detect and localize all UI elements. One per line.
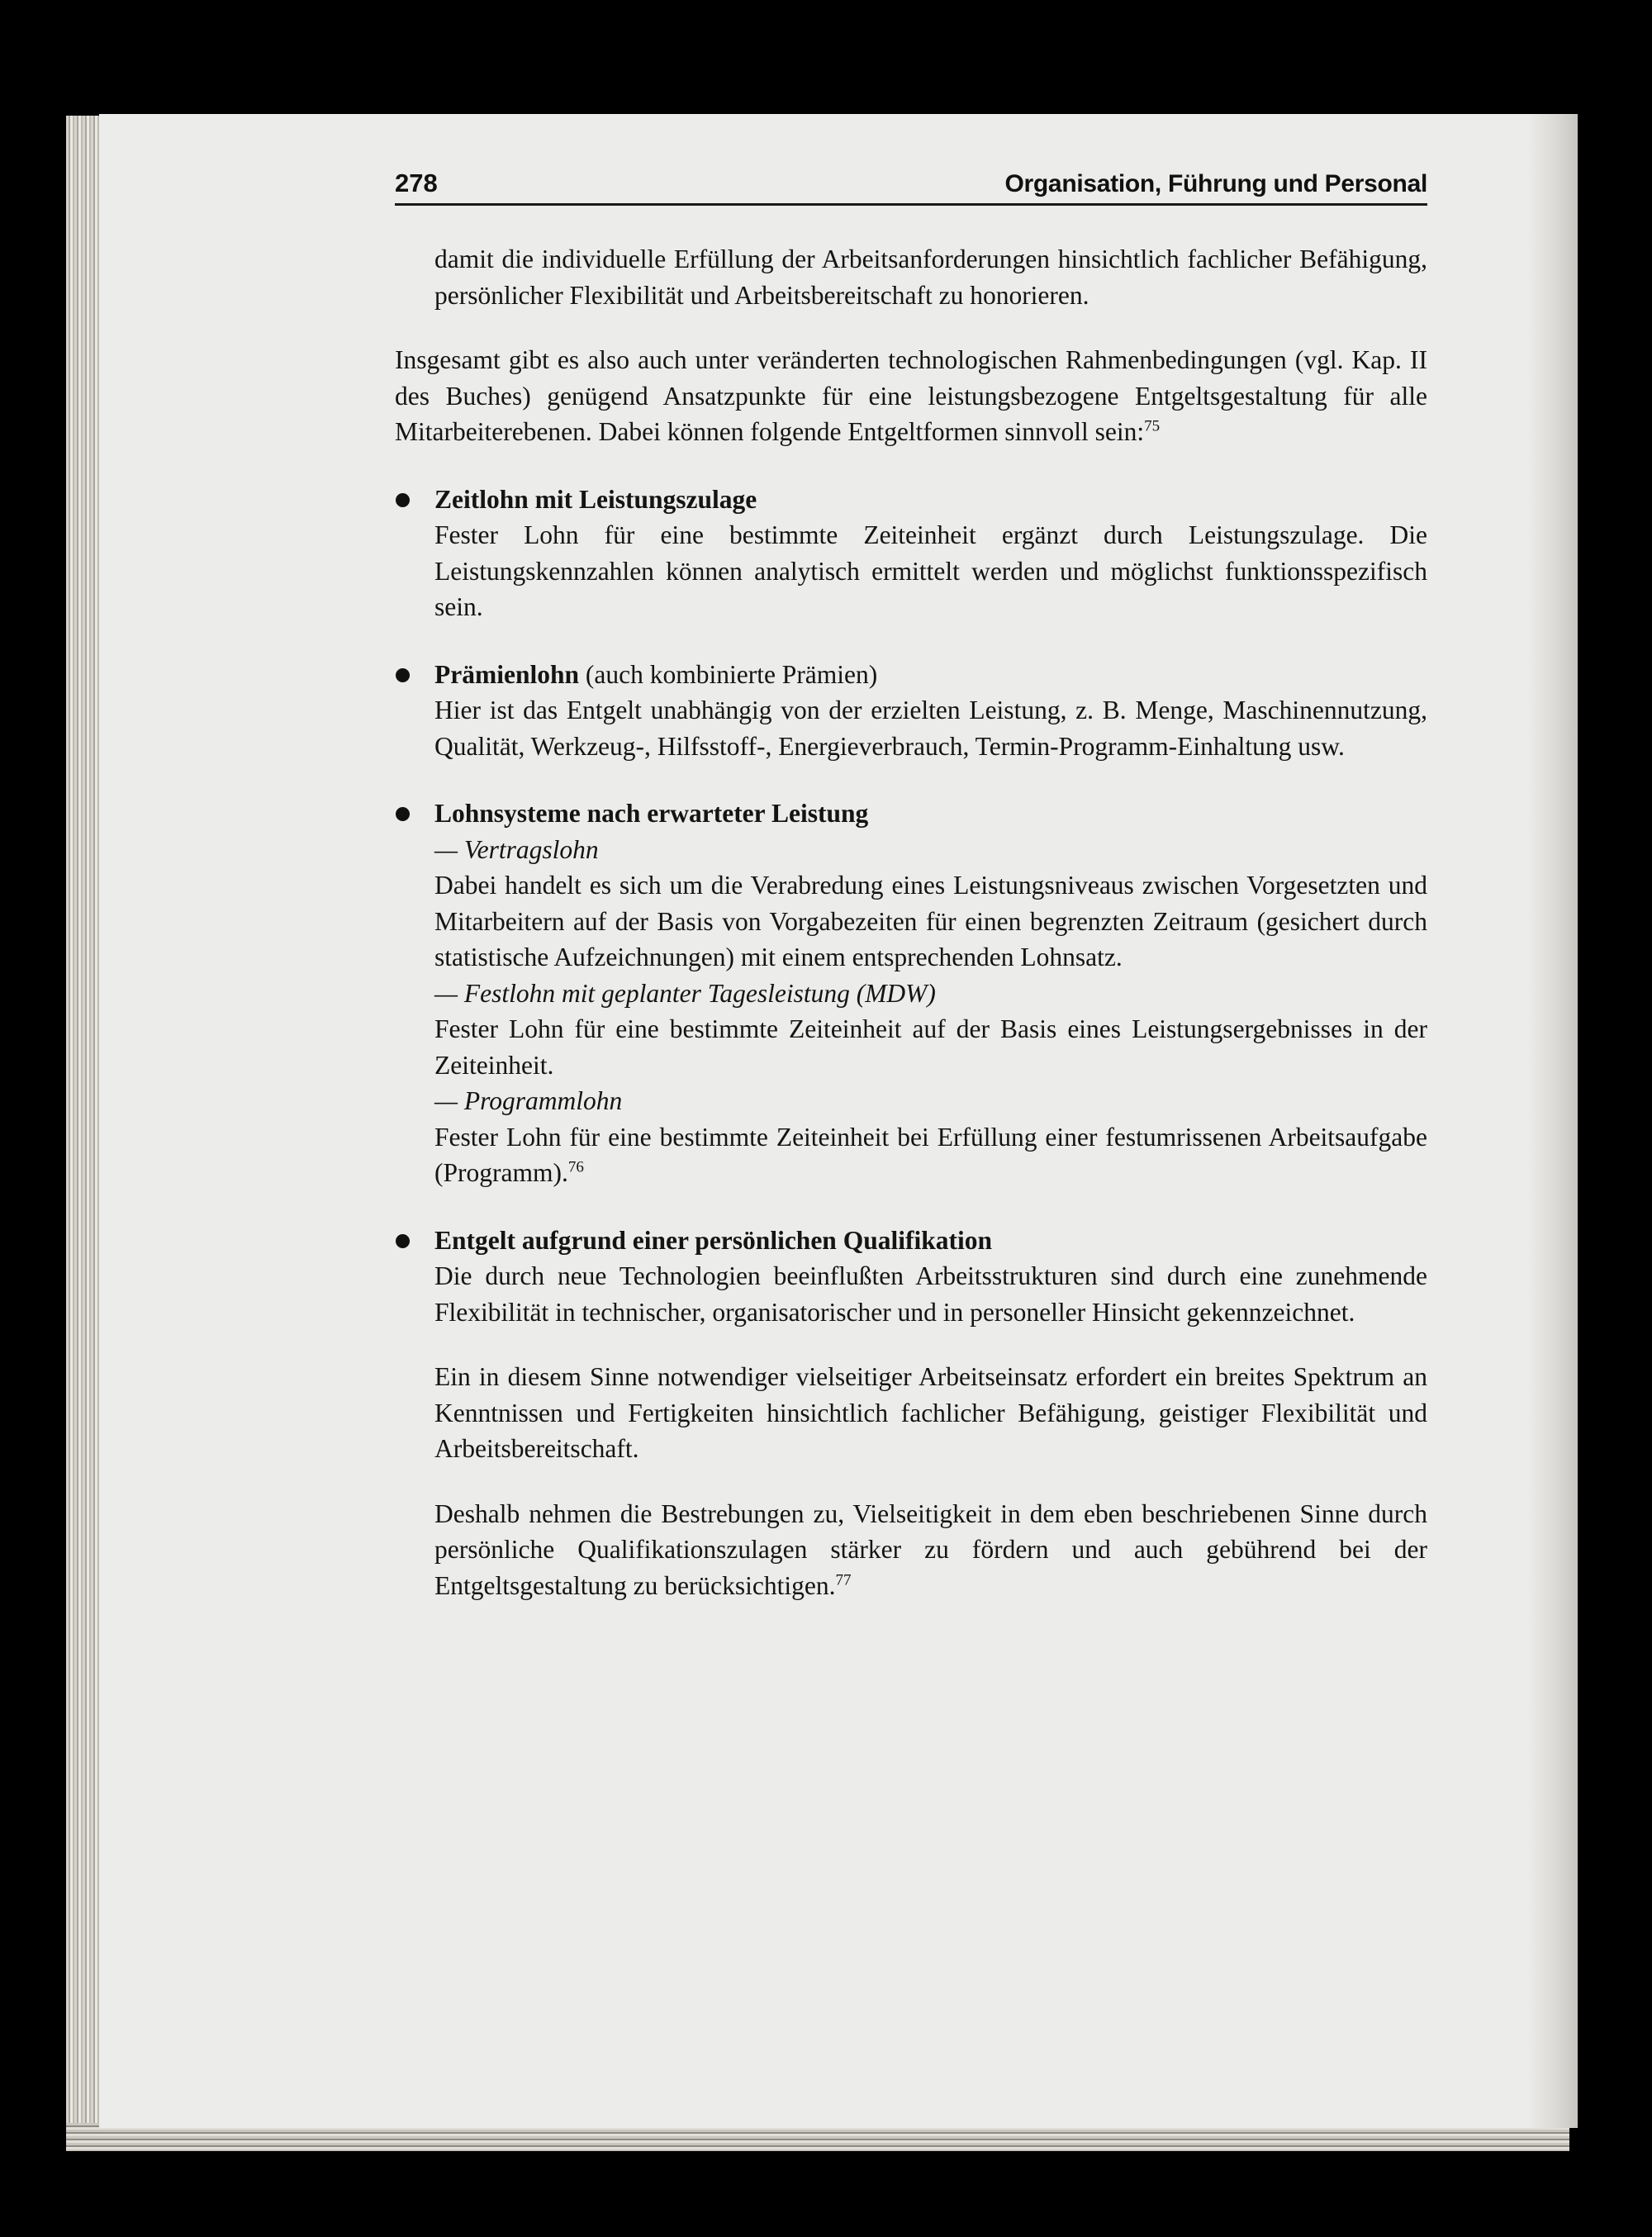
sub-text-festlohn: Fester Lohn für eine bestimmte Zeiteinheit auf der Basis eines Leistungsergebnisses in der Zeiteinheit. [434, 1014, 1427, 1080]
footnote-ref-77: 77 [835, 1571, 852, 1589]
sub-text-programmlohn-line [434, 1119, 1427, 1191]
bullet-title: Zeitlohn mit Leistungszulage [434, 484, 757, 514]
sub-heading-vertragslohn: — Vertragslohn [434, 834, 599, 864]
running-title: Organisation, Führung und Personal [1004, 170, 1427, 197]
bullet-dot-icon [396, 807, 410, 821]
sub-text-programmlohn: Fester Lohn für eine bestimmte Zeiteinheit bei Erfüllung einer festumrissenen Arbeitsaufgabe (Programm). [434, 1122, 1427, 1187]
bullet-title: Prämienlohn [434, 659, 580, 689]
intro-paragraph-text: Insgesamt gibt es also auch unter veränderten technologischen Rahmenbedingungen (vgl. Kap. II des Buches) genügend Ansatzpunkte für eine leistungsbezogene Entgeltsgestaltung für alle Mitarbeiterebenen. Dabei können folgende Entgeltformen sinnvoll sein: [395, 345, 1427, 446]
bullet-dot-icon [396, 1234, 410, 1248]
bullet-item-qualifikation [434, 1223, 1427, 1331]
intro-paragraph [395, 342, 1427, 450]
gutter-shadow [1528, 114, 1578, 2128]
bullet-item-zeitlohn [434, 482, 1427, 625]
bullet-dot-icon [396, 493, 410, 507]
bullet-title: Lohnsysteme nach erwarteter Leistung [434, 799, 869, 828]
bullet-text: Die durch neue Technologien beeinflußten Arbeitsstrukturen sind durch eine zunehmende Flexibilität in technischer, organisatorischer und in personeller Hinsicht gekennzeichnet. [434, 1261, 1427, 1327]
bullet-text: Hier ist das Entgelt unabhängig von der erzielten Leistung, z. B. Menge, Maschinennutzung, Qualität, Werkzeug-, Hilfsstoff-, Energieverbrauch, Termin-Programm-Einhaltung usw. [434, 696, 1427, 761]
bullet-item-praemienlohn [434, 657, 1427, 765]
bullet-title-line [434, 657, 1427, 693]
closing-paragraph-1: Ein in diesem Sinne notwendiger vielseitiger Arbeitseinsatz erfordert ein breites Spektrum an Kenntnissen und Fertigkeiten hinsichtlich fachlicher Befähigung, geistiger Flexibilität und Arbeitsbereitschaft. [434, 1362, 1427, 1463]
bullet-title: Entgelt aufgrund einer persönlichen Qualifikation [434, 1225, 992, 1255]
closing-paragraph-2 [434, 1496, 1427, 1604]
bullet-text: Fester Lohn für eine bestimmte Zeiteinheit ergänzt durch Leistungszulage. Die Leistungskennzahlen können analytisch ermittelt werden und möglichst funktionsspezifisch sein. [434, 520, 1427, 621]
bullet-dot-icon [396, 668, 410, 682]
bullet-item-lohnsysteme [434, 796, 1427, 1191]
page-number: 278 [395, 169, 438, 197]
intro-continuation: damit die individuelle Erfüllung der Arbeitsanforderungen hinsichtlich fachlicher Befähigung, persönlicher Flexibilität und Arbeitsbereitschaft zu honorieren. [434, 245, 1427, 310]
footnote-ref-76: 76 [567, 1158, 584, 1176]
closing-paragraph-2-text: Deshalb nehmen die Bestrebungen zu, Vielseitigkeit in dem eben beschriebenen Sinne durch persönliche Qualifikationszulagen stärker zu fördern und auch gebührend bei der Entgeltsgestaltung zu berücksichtigen. [434, 1498, 1427, 1600]
sub-heading-programmlohn: — Programmlohn [434, 1086, 623, 1115]
sub-text-vertragslohn: Dabei handelt es sich um die Verabredung eines Leistungsniveaus zwischen Vorgesetzten und Mitarbeitern auf der Basis von Vorgabezeiten für einen begrenzten Zeitraum (gesichert durch statistische Aufzeichnungen) mit einem entsprechenden Lohnsatz. [434, 871, 1427, 971]
bullet-title-note: (auch kombinierte Prämien) [579, 659, 878, 689]
sub-heading-festlohn: — Festlohn mit geplanter Tagesleistung (MDW) [434, 978, 936, 1008]
page-body [395, 241, 1427, 1603]
page-header [395, 157, 1427, 206]
footnote-ref-75: 75 [1144, 417, 1161, 435]
